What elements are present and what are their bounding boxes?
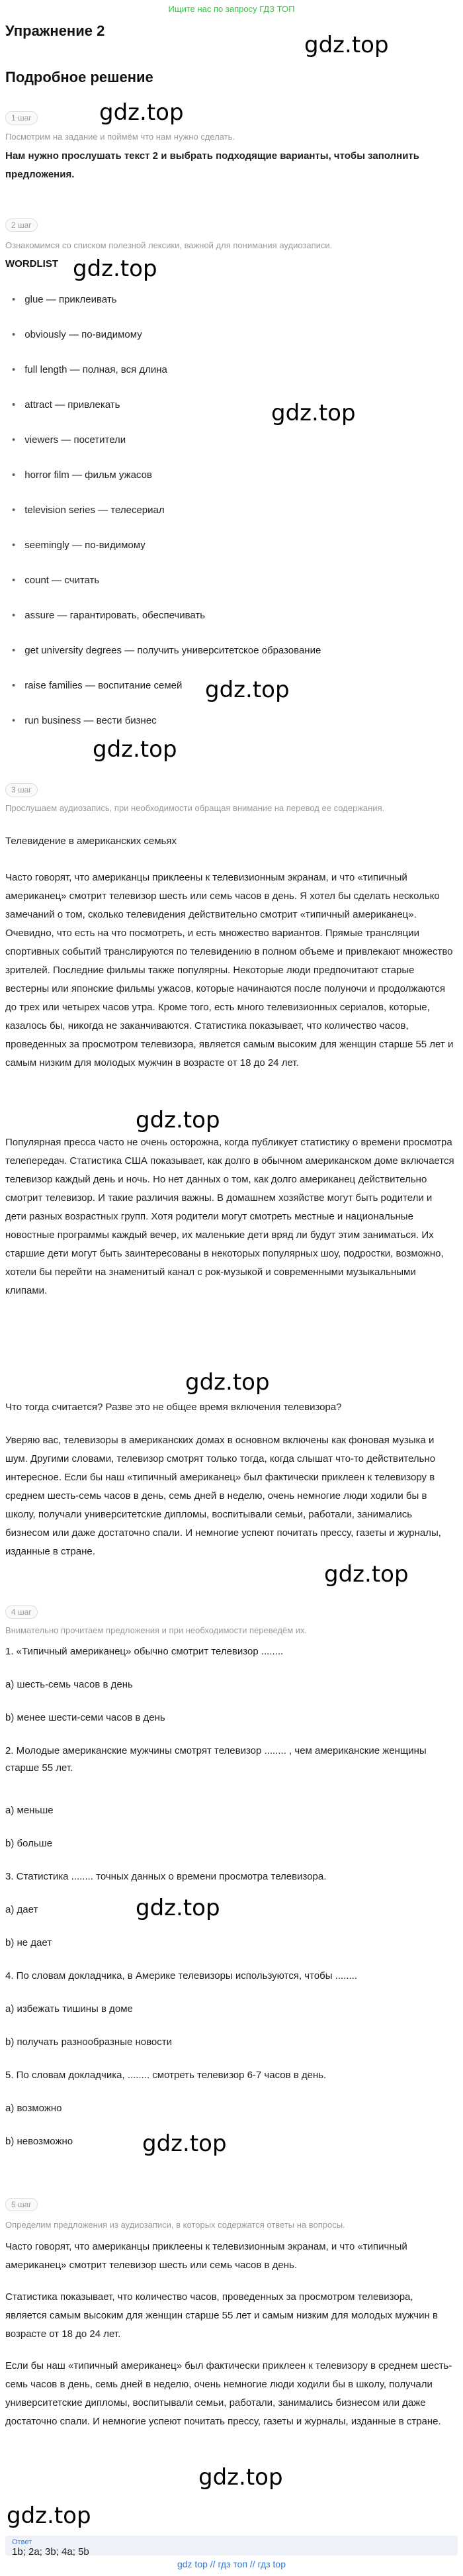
watermark: gdz.top [271,400,356,426]
word-item: • attract — привлекать [12,399,120,410]
watermark: gdz.top [198,2464,283,2491]
option: a) избежать тишины в доме [5,2003,133,2015]
word-item: • raise families — воспитание семей [12,680,183,691]
watermark: gdz.top [185,1369,270,1396]
word-item: • full length — полная, вся длина [12,364,167,375]
step-badge-3: 3 шаг [5,783,38,796]
paragraph: Уверяю вас, телевизоры в американских домах в основном включены как фоновая музыка и шум. Другими словами, телевизор смотрят только тогда, когда слышат что-то действительно интересное. Если бы наш «типичный американец» был фактически приклеен к телевизору в среднем шесть-семь часов в день, семь дней в неделю, очень немногие люди ходили бы в школу, получали университетские дипломы, воспитывали семьи, работали, занимались бизнесом или даже достаточно спали. И немногие успеют почитать прессу, газеты и журналы, изданные в стране. [5,1435,441,1557]
solution-title: Подробное решение [5,69,153,85]
search-hint-link[interactable]: Ищите нас по запросу ГДЗ ТОП [168,4,295,14]
watermark: gdz.top [136,1107,220,1133]
question: 3. Статистика ........ точных данных о времени просмотра телевизора. [5,1871,327,1882]
paragraph: Часто говорят, что американцы приклеены к телевизионным экранам, и что «типичный американец» смотрит телевизор шесть или семь часов в день. [5,2241,407,2271]
answer-box [5,2536,458,2555]
option: b) не дает [5,1937,52,1948]
word-item: • assure — гарантировать, обеспечивать [12,610,206,621]
step-badge-1: 1 шаг [5,111,38,124]
word-item: • viewers — посетители [12,434,126,446]
step-hint-2: Ознакомимся со списком полезной лексики, важной для понимания аудиозаписи. [5,240,333,250]
answer-text: 1b; 2a; 3b; 4a; 5b [12,2546,89,2557]
step-text-1: Нам нужно прослушать текст 2 и выбрать подходящие варианты, чтобы заполнить предложения. [5,150,419,180]
step-badge-2: 2 шаг [5,218,38,232]
word-item: • count — считать [12,575,100,586]
paragraph: Популярная пресса часто не очень осторожна, когда публикует статистику о времени просмотра телепередач. Статистика США показывает, как долго в обычном американском доме включается телевизор каждый день и ночь. Но нет данных о том, как долго американец действительно смотрит телевизор. И такие различия важны. В домашнем хозяйстве могут быть родители и дети разных возрастных групп. Хотя родители могут смотреть местные и национальные новостные программы каждый вечер, их маленькие дети вряд ли будут этим заниматься. Их старшие дети могут быть заинтересованы в некоторых популярных шоу, подростки, возможно, хотели бы перейти на знаменитый канал с рок-музыкой и современными музыкальными клипами. [5,1137,454,1296]
step-hint-3: Прослушаем аудиозапись, при необходимости обращая внимание на перевод ее содержания. [5,803,385,813]
word-item: • obviously — по-видимому [12,329,142,340]
watermark: gdz.top [7,2503,91,2529]
watermark: gdz.top [205,677,290,703]
option: b) больше [5,1838,53,1849]
word-item: • get university degrees — получить университетское образование [12,645,321,656]
section-title: Телевидение в американских семьях [5,835,177,847]
option: a) меньше [5,1805,54,1816]
option: a) возможно [5,2103,62,2114]
word-item: • horror film — фильм ужасов [12,469,152,481]
watermark: gdz.top [73,256,157,282]
step-hint-5: Определим предложения из аудиозаписи, в которых содержатся ответы на вопросы. [5,2220,345,2230]
watermark: gdz.top [304,32,389,58]
answer-label: Ответ [12,2538,32,2546]
step-hint-4: Внимательно прочитаем предложения и при необходимости переведём их. [5,1625,308,1635]
word-item: • glue — приклеивать [12,294,117,305]
step-badge-4: 4 шаг [5,1605,38,1619]
question: 1. «Типичный американец» обычно смотрит телевизор ........ [5,1646,284,1657]
option: a) дает [5,1904,38,1915]
watermark: gdz.top [136,1895,220,1921]
watermark: gdz.top [99,99,184,126]
question: 5. По словам докладчика, ........ смотреть телевизор 6-7 часов в день. [5,2070,327,2081]
watermark: gdz.top [142,2130,227,2157]
watermark: gdz.top [324,1561,409,1588]
option: b) менее шести-семи часов в день [5,1712,165,1723]
watermark: gdz.top [93,736,177,763]
footer-links[interactable]: gdz top // гдз топ // гдз top [177,2559,286,2569]
word-item: • seemingly — по-видимому [12,540,146,551]
option: b) невозможно [5,2136,73,2147]
option: a) шесть-семь часов в день [5,1679,133,1690]
word-item: • television series — телесериал [12,504,165,516]
step-badge-5: 5 шаг [5,2198,38,2211]
page-title: Упражнение 2 [5,23,105,39]
paragraph: Что тогда считается? Разве это не общее время включения телевизора? [5,1402,342,1413]
question: 2. Молодые американские мужчины смотрят телевизор ........ , чем американские женщины старше 55 лет. [5,1745,427,1774]
word-item: • run business — вести бизнес [12,715,157,726]
paragraph: Часто говорят, что американцы приклеены к телевизионным экранам, и что «типичный американец» смотрит телевизор шесть или семь часов в день. Я хотел бы сделать несколько замечаний о том, сколько телевидения действительно смотрит «типичный американец». Очевидно, что есть на что посмотреть, и есть множество вариантов. Прямые трансляции спортивных событий транслируются по телевидению в полном объеме и привлекают множество зрителей. Последние фильмы также популярны. Некоторые люди предпочитают старые вестерны или японские фильмы ужасов, которые начинаются после полуночи и продолжаются до трех или четырех часов утра. Кроме того, есть много телевизионных сериалов, которые, казалось бы, никогда не заканчиваются. Статистика показывает, что количество часов, проведенных за просмотром телевизора, является самым высоким для женщин старше 55 лет и самым низким для молодых мужчин в возрасте от 18 до 24 лет. [5,872,454,1069]
wordlist-title: WORDLIST [5,258,58,269]
option: b) получать разнообразные новости [5,2036,173,2048]
paragraph: Если бы наш «типичный американец» был фактически приклеен к телевизору в среднем шесть-семь часов в день, семь дней в неделю, очень немногие люди ходили бы в школу, получали университетские дипломы, воспитывали семьи, работали, занимались бизнесом или даже достаточно спали. И немногие успеют почитать прессу, газеты и журналы, изданные в стране. [5,2360,452,2427]
step-hint-1: Посмотрим на задание и поймём что нам нужно сделать. [5,132,235,142]
paragraph: Статистика показывает, что количество часов, проведенных за просмотром телевизора, является самым высоким для женщин старше 55 лет и самым низким для молодых мужчин в возрасте от 18 до 24 лет. [5,2291,438,2340]
question: 4. По словам докладчика, в Америке телевизоры используются, чтобы ........ [5,1970,357,1981]
